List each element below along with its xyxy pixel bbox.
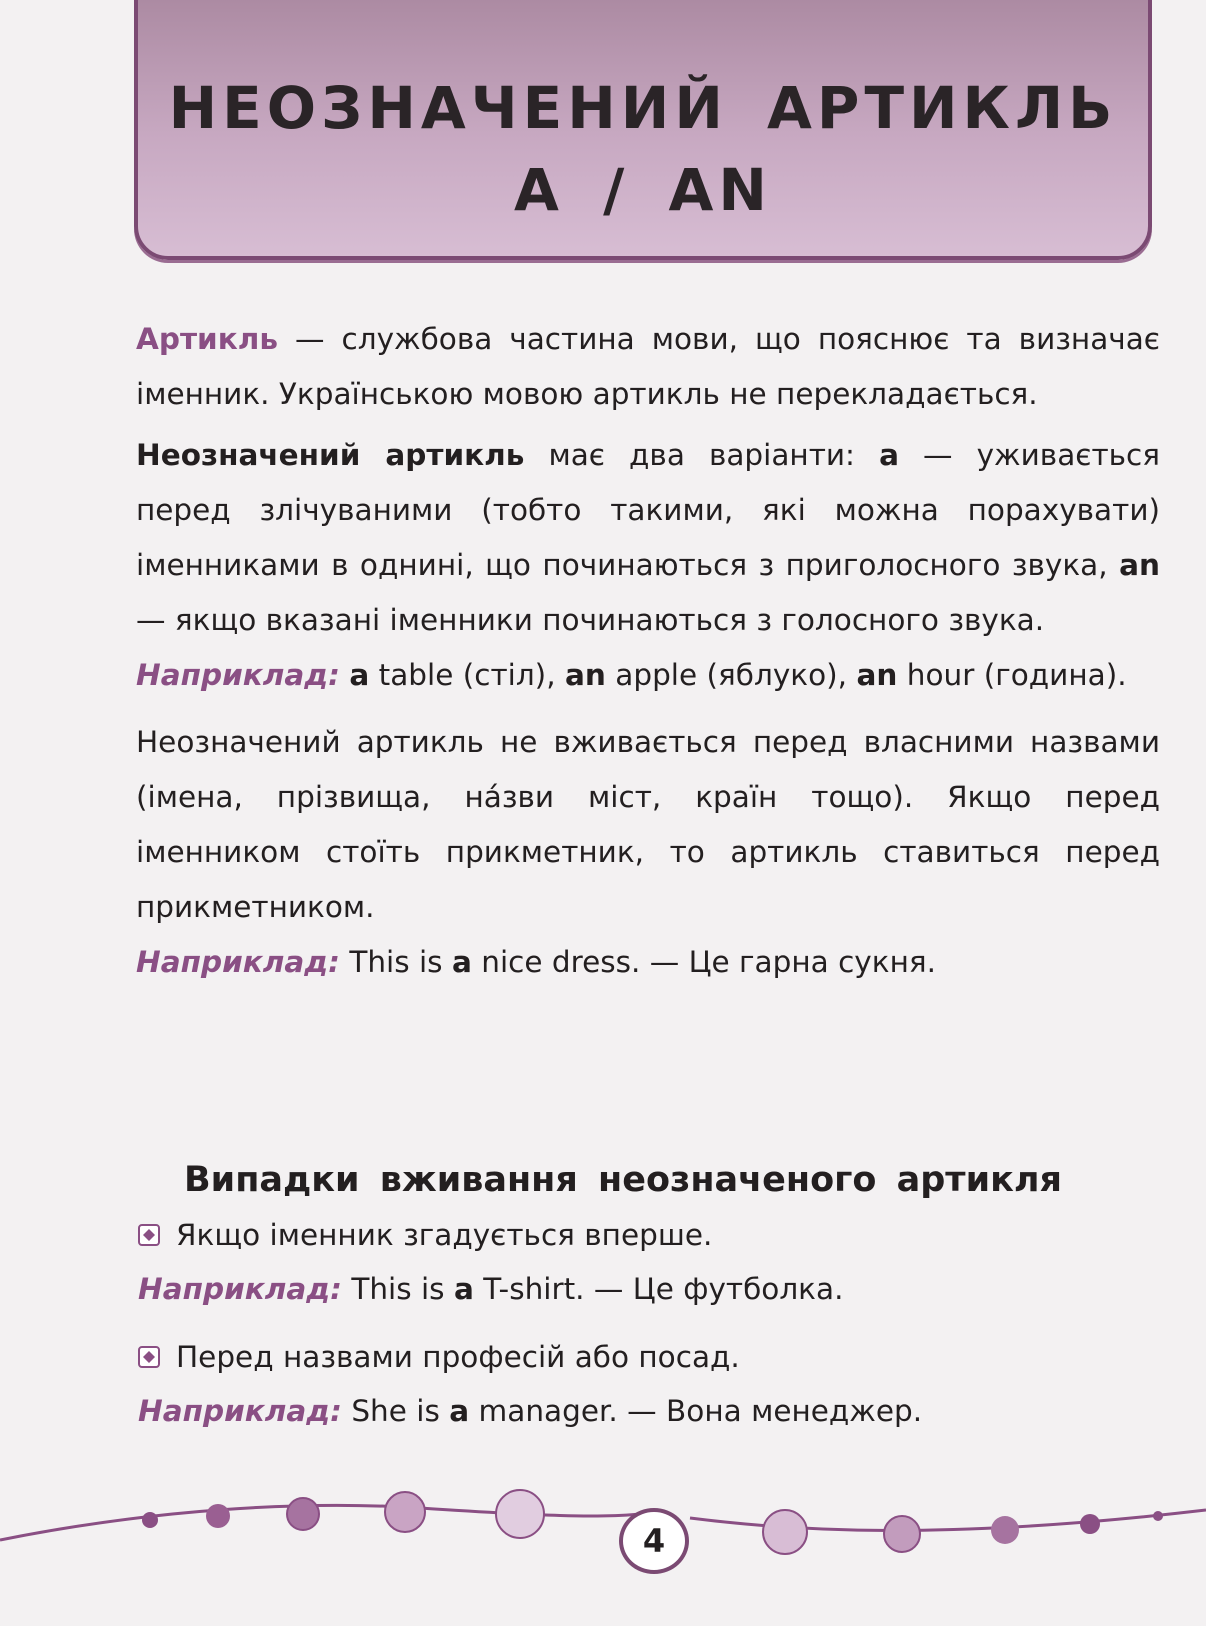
intro-paragraph (136, 312, 1160, 422)
page-number: 4 (619, 1508, 689, 1574)
variant-a: a (879, 438, 899, 472)
footer-dot (884, 1516, 920, 1552)
example1-article3: an (856, 658, 898, 692)
footer-dot (206, 1504, 230, 1528)
bullet-line (138, 1330, 1138, 1384)
footer-dot (763, 1510, 807, 1554)
bullet-example-article: a (449, 1394, 470, 1428)
diamond-bullet-icon (138, 1346, 160, 1368)
bullet-example-article: a (453, 1272, 474, 1306)
bullet-example-after: manager. — Вона менеджер. (478, 1394, 923, 1428)
bullet-example-label: Наприклад: (138, 1394, 342, 1428)
bullet-example-before: This is (351, 1272, 445, 1306)
example2-before: This is (349, 945, 443, 979)
footer-dot (1153, 1511, 1163, 1521)
intro-definition: — службова частина мови, що пояснює та визначає іменник. Українською мовою артикль не перекладається. (136, 322, 1160, 411)
example1-label: Наприклад: (136, 658, 340, 692)
footer-dot (385, 1492, 425, 1532)
bullet-example (138, 1262, 1138, 1317)
example1-article2: an (564, 658, 606, 692)
footer-dot (1080, 1514, 1100, 1534)
bullet-example-after: T-shirt. — Це футболка. (483, 1272, 844, 1306)
bullet-text: Якщо іменник згадується вперше. (176, 1218, 713, 1252)
bullet-line (138, 1208, 1138, 1262)
example2-label: Наприклад: (136, 945, 340, 979)
bullet-example-before: She is (351, 1394, 440, 1428)
example1-article1: a (349, 658, 370, 692)
bullet-example-label: Наприклад: (138, 1272, 342, 1306)
example1-text2: apple (яблуко), (615, 658, 848, 692)
variants-term: Неозначений артикль (136, 438, 525, 472)
rule2-paragraph: Неозначений артикль не вживається перед власними назвами (імена, прізвища, на́зви міст, країн тощо). Якщо перед іменником стоїть прикметник, то артикль ставиться перед прикметником. (136, 725, 1160, 924)
page-subtitle: A / AN (514, 156, 772, 224)
variants-part3: — якщо вказані іменники починаються з голосного звука. (136, 603, 1045, 637)
example1-text3: hour (година). (906, 658, 1127, 692)
example1-text1: table (стіл), (378, 658, 556, 692)
main-content (136, 312, 1160, 990)
bullet-text: Перед назвами професій або посад. (176, 1340, 740, 1374)
variant-an: an (1119, 548, 1160, 582)
variants-part1: має два варіанти: (548, 438, 855, 472)
title-banner (134, 0, 1152, 260)
section-heading: Випадки вживання неозначеного артикля (184, 1160, 1062, 1200)
footer-dot (142, 1512, 158, 1528)
bullet-item (138, 1330, 1138, 1439)
footer-dot (991, 1516, 1019, 1544)
footer-decoration (0, 1470, 1206, 1626)
variants-part2: — уживається перед злічуваними (тобто такими, які можна порахувати) іменниками в однині, що починаються з приголосного звука, (136, 438, 1160, 582)
footer-dot (496, 1490, 544, 1538)
intro-term: Артикль (136, 322, 278, 356)
footer-dot (287, 1498, 319, 1530)
example2 (136, 935, 1160, 990)
example2-article: a (451, 945, 472, 979)
page-title: НЕОЗНАЧЕНИЙ АРТИКЛЬ (168, 74, 1118, 142)
example2-after: nice dress. — Це гарна сукня. (481, 945, 936, 979)
bullet-example (138, 1384, 1138, 1439)
example1 (136, 648, 1160, 703)
variants-paragraph (136, 428, 1160, 648)
diamond-bullet-icon (138, 1224, 160, 1246)
bullet-item (138, 1208, 1138, 1317)
